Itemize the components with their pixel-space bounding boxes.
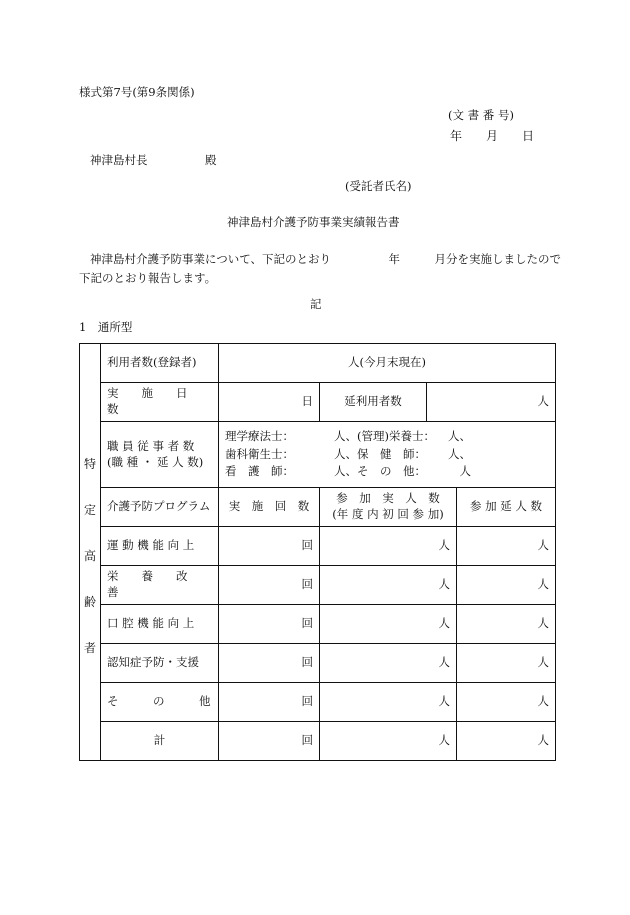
count-cell[interactable]: 回 [219, 527, 320, 566]
target-group-label [80, 344, 101, 761]
staff-type: (管理)栄養士： [357, 429, 435, 444]
registered-label: 利用者数(登録者) [101, 344, 219, 383]
staff-count: 人、 [334, 464, 357, 479]
form-label: 様式第7号(第9条関係) [79, 85, 195, 99]
table-row [80, 644, 556, 683]
staff-count: 人、 [334, 446, 357, 461]
total-users-label: 延利用者数 [320, 383, 427, 422]
staff-details[interactable] [219, 422, 556, 488]
vertical-char: 高 [83, 549, 96, 563]
participants-header-line-1: 参 加 実 人 数 [336, 491, 440, 506]
program-name: 運 動 機 能 向 上 [101, 527, 219, 566]
vertical-char: 者 [83, 641, 96, 655]
staff-row [80, 422, 556, 488]
program-name: そ の 他 [101, 683, 219, 722]
table-row [80, 605, 556, 644]
registered-row [80, 344, 556, 383]
participants-header [320, 488, 457, 527]
total-participants-header: 参 加 延 人 数 [457, 488, 556, 527]
program-name: 認知症予防・支援 [101, 644, 219, 683]
staff-count: 人 [459, 464, 471, 479]
vertical-char: 特 [83, 457, 96, 471]
days-label: 実 施 日 数 [101, 383, 219, 422]
count-cell[interactable]: 回 [219, 683, 320, 722]
days-row [80, 383, 556, 422]
staff-count: 人、 [448, 429, 471, 444]
staff-type: そ の 他： [357, 464, 426, 479]
vertical-char: 定 [83, 503, 96, 517]
days-value[interactable]: 日 [219, 383, 320, 422]
trustee-name: (受託者氏名) [345, 179, 412, 193]
actual-participants-cell[interactable]: 人 [320, 605, 457, 644]
staff-count: 人、 [448, 446, 471, 461]
table-row [80, 683, 556, 722]
total-participants-cell[interactable]: 人 [457, 566, 556, 605]
staff-label-line-1: 職 員 従 事 者 数 [107, 438, 195, 453]
actual-participants-cell[interactable]: 人 [320, 566, 457, 605]
total-participants-cell[interactable]: 人 [457, 722, 556, 761]
total-participants-cell[interactable]: 人 [457, 644, 556, 683]
document-number: (文 書 番 号) [448, 108, 514, 122]
count-cell[interactable]: 回 [219, 722, 320, 761]
actual-participants-cell[interactable]: 人 [320, 683, 457, 722]
actual-participants-cell[interactable]: 人 [320, 722, 457, 761]
body-line-1: 神津島村介護予防事業について、下記のとおり 年 月分を実施しましたので [90, 252, 562, 266]
staff-type: 保 健 師： [357, 446, 426, 461]
actual-participants-cell[interactable]: 人 [320, 527, 457, 566]
report-title: 神津島村介護予防事業実績報告書 [227, 215, 400, 229]
staff-type: 理学療法士： [225, 429, 294, 444]
addressee: 神津島村長 殿 [90, 153, 217, 167]
total-participants-cell[interactable]: 人 [457, 527, 556, 566]
staff-count: 人、 [334, 429, 357, 444]
section-heading: 1 通所型 [79, 320, 133, 334]
report-table [79, 343, 556, 761]
participants-header-line-2: (年 度 内 初 回 参 加) [332, 507, 444, 521]
registered-value[interactable]: 人(今月末現在) [219, 344, 556, 383]
total-row [80, 722, 556, 761]
vertical-char: 齢 [83, 595, 96, 609]
staff-label-line-2: (職 種 ・ 延 人 数) [107, 454, 204, 469]
ki-heading: 記 [310, 297, 322, 311]
staff-type: 看 護 師： [225, 464, 294, 479]
count-cell[interactable]: 回 [219, 566, 320, 605]
staff-type: 歯科衛生士： [225, 446, 294, 461]
count-cell[interactable]: 回 [219, 605, 320, 644]
total-participants-cell[interactable]: 人 [457, 683, 556, 722]
total-label: 計 [101, 722, 219, 761]
total-participants-cell[interactable]: 人 [457, 605, 556, 644]
table-row [80, 527, 556, 566]
table-row [80, 566, 556, 605]
program-header: 介護予防プログラム [101, 488, 219, 527]
program-name: 口 腔 機 能 向 上 [101, 605, 219, 644]
count-header: 実 施 回 数 [219, 488, 320, 527]
staff-label [101, 422, 219, 488]
count-cell[interactable]: 回 [219, 644, 320, 683]
body-line-2: 下記のとおり報告します。 [79, 271, 217, 285]
actual-participants-cell[interactable]: 人 [320, 644, 457, 683]
program-name: 栄 養 改 善 [101, 566, 219, 605]
total-users-value[interactable]: 人 [427, 383, 556, 422]
date-line: 年 月 日 [450, 129, 535, 143]
program-header-row [80, 488, 556, 527]
